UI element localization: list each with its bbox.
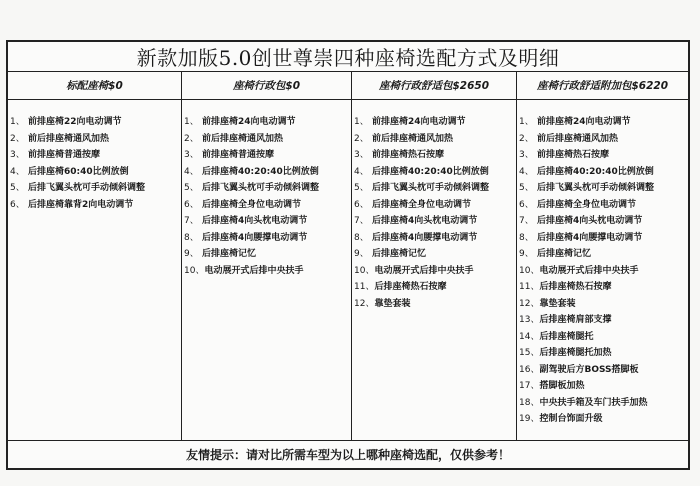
- item-number: 4、: [354, 166, 369, 177]
- list-item: [517, 395, 688, 412]
- item-text: 后排座椅全身位电动调节: [537, 199, 637, 210]
- item-text: 前排座椅22向电动调节: [28, 117, 122, 127]
- list-item: [352, 246, 516, 263]
- item-number: 19、: [519, 414, 540, 424]
- item-number: 6、: [354, 199, 369, 210]
- item-text: 前后排座椅通风加热: [537, 133, 619, 144]
- list-item: [517, 296, 688, 313]
- item-text: 后排座椅热石按摩: [374, 282, 447, 292]
- item-text: 前排座椅24向电动调节: [372, 117, 466, 127]
- list-item: [182, 246, 351, 263]
- item-text: 前后排座椅通风加热: [28, 133, 110, 144]
- table-title: 新款加版5.0创世尊崇四种座椅选配方式及明细: [8, 42, 688, 72]
- list-item: [517, 147, 688, 164]
- item-number: 2、: [519, 133, 534, 144]
- item-number: 3、: [354, 150, 369, 160]
- item-text: 前排座椅热石按摩: [372, 150, 445, 160]
- item-number: 16、: [519, 364, 540, 375]
- list-item: [352, 114, 516, 131]
- item-text: 后排座椅40:20:40比例放倒: [537, 166, 654, 177]
- item-text: 后排座椅60:40比例放倒: [28, 166, 129, 177]
- list-item: [352, 213, 516, 230]
- list-item: [517, 114, 688, 131]
- list-item: [517, 362, 688, 379]
- item-text: 副驾驶后方BOSS搭脚板: [539, 364, 639, 375]
- item-number: 1、: [354, 117, 369, 127]
- list-item: [182, 230, 351, 247]
- list-item: [352, 296, 516, 313]
- list-item: [517, 312, 688, 329]
- item-number: 6、: [184, 199, 199, 210]
- item-text: 后排座椅记忆: [537, 249, 592, 259]
- item-number: 6、: [519, 199, 534, 210]
- list-item: [517, 131, 688, 148]
- list-item: [352, 197, 516, 214]
- seat-options-table: [6, 40, 690, 470]
- item-text: 后排座椅4向腰撑电动调节: [202, 232, 308, 243]
- column-executive-pack: [182, 100, 352, 440]
- header-standard-seat: 标配座椅$0: [8, 72, 182, 99]
- list-item: [352, 180, 516, 197]
- item-number: 2、: [354, 133, 369, 144]
- item-number: 1、: [519, 117, 534, 127]
- item-text: 后排座椅4向头枕电动调节: [202, 216, 308, 226]
- footer-note: 友情提示：请对比所需车型为以上哪种座椅选配，仅供参考！: [185, 448, 510, 462]
- column-standard-seat: [8, 100, 182, 440]
- item-text: 搭脚板加热: [539, 381, 585, 391]
- list-item: [182, 147, 351, 164]
- item-text: 后排座椅40:20:40比例放倒: [372, 166, 489, 177]
- item-text: 中央扶手箱及车门扶手加热: [539, 397, 648, 408]
- item-text: 后排座椅4向头枕电动调节: [372, 216, 478, 226]
- item-number: 8、: [519, 232, 534, 243]
- item-number: 15、: [519, 348, 540, 358]
- item-number: 14、: [519, 331, 540, 342]
- item-text: 后排座椅4向头枕电动调节: [537, 216, 643, 226]
- list-item: [517, 263, 688, 280]
- item-number: 9、: [519, 249, 534, 259]
- item-text: 后排座椅靠背2向电动调节: [28, 199, 134, 210]
- item-number: 1、: [10, 117, 25, 127]
- item-text: 后排座椅4向腰撑电动调节: [372, 232, 478, 243]
- item-number: 12、: [354, 298, 375, 309]
- list-item: [517, 246, 688, 263]
- item-number: 4、: [10, 166, 25, 177]
- item-number: 4、: [184, 166, 199, 177]
- list-item: [8, 197, 181, 214]
- item-text: 后排座椅记忆: [202, 249, 257, 259]
- list-item: [182, 131, 351, 148]
- list-item: [352, 263, 516, 280]
- item-text: 前排座椅普通按摩: [202, 150, 275, 160]
- item-number: 11、: [519, 282, 540, 292]
- header-row: [8, 72, 688, 100]
- item-number: 11、: [354, 282, 375, 292]
- list-item: [517, 411, 688, 428]
- list-item: [517, 329, 688, 346]
- list-item: [517, 164, 688, 181]
- item-text: 电动展开式后排中央扶手: [539, 265, 639, 276]
- list-item: [8, 180, 181, 197]
- item-text: 后排飞翼头枕可手动倾斜调整: [202, 183, 320, 193]
- item-number: 5、: [10, 183, 25, 193]
- list-item: [182, 180, 351, 197]
- item-text: 前排座椅普通按摩: [28, 150, 101, 160]
- item-number: 9、: [354, 249, 369, 259]
- list-item: [8, 114, 181, 131]
- item-text: 电动展开式后排中央扶手: [204, 265, 304, 276]
- item-text: 前后排座椅通风加热: [372, 133, 454, 144]
- item-number: 18、: [519, 397, 540, 408]
- item-number: 13、: [519, 315, 540, 325]
- list-item: [182, 197, 351, 214]
- item-number: 7、: [354, 216, 369, 226]
- list-item: [182, 164, 351, 181]
- item-text: 后排座椅腿托加热: [539, 348, 612, 358]
- item-number: 8、: [184, 232, 199, 243]
- list-item: [352, 147, 516, 164]
- item-number: 4、: [519, 166, 534, 177]
- list-item: [517, 279, 688, 296]
- item-number: 1、: [184, 117, 199, 127]
- item-text: 前排座椅24向电动调节: [202, 117, 296, 127]
- item-number: 2、: [10, 133, 25, 144]
- list-item: [182, 213, 351, 230]
- list-item: [182, 263, 351, 280]
- item-text: 后排飞翼头枕可手动倾斜调整: [372, 183, 490, 193]
- list-item: [517, 345, 688, 362]
- header-executive-comfort-pack: 座椅行政舒适包$2650: [352, 72, 517, 99]
- item-text: 后排飞翼头枕可手动倾斜调整: [28, 183, 146, 193]
- column-executive-comfort-plus-pack: [517, 100, 688, 440]
- item-text: 控制台饰面升级: [539, 414, 603, 424]
- list-item: [517, 180, 688, 197]
- item-text: 后排座椅全身位电动调节: [202, 199, 302, 210]
- item-number: 3、: [10, 150, 25, 160]
- list-item: [517, 230, 688, 247]
- list-item: [352, 230, 516, 247]
- item-number: 3、: [184, 150, 199, 160]
- item-number: 6、: [10, 199, 25, 210]
- item-text: 前后排座椅通风加热: [202, 133, 284, 144]
- list-item: [517, 213, 688, 230]
- item-number: 10、: [184, 265, 205, 276]
- item-number: 8、: [354, 232, 369, 243]
- item-text: 电动展开式后排中央扶手: [374, 265, 474, 276]
- item-number: 17、: [519, 381, 540, 391]
- item-text: 后排座椅肩部支撑: [539, 315, 612, 325]
- item-text: 后排座椅记忆: [372, 249, 427, 259]
- list-item: [182, 114, 351, 131]
- item-number: 3、: [519, 150, 534, 160]
- list-item: [8, 164, 181, 181]
- item-number: 9、: [184, 249, 199, 259]
- item-text: 后排座椅热石按摩: [539, 282, 612, 292]
- item-number: 2、: [184, 133, 199, 144]
- item-text: 后排飞翼头枕可手动倾斜调整: [537, 183, 655, 193]
- header-executive-comfort-plus-pack: 座椅行政舒适附加包$6220: [536, 80, 669, 92]
- item-text: 后排座椅腿托: [539, 331, 594, 342]
- list-item: [8, 131, 181, 148]
- column-executive-comfort-pack: [352, 100, 517, 440]
- item-number: 5、: [519, 183, 534, 193]
- list-item: [352, 164, 516, 181]
- item-text: 靠垫套装: [539, 298, 576, 309]
- item-text: 前排座椅热石按摩: [537, 150, 610, 160]
- item-number: 7、: [519, 216, 534, 226]
- item-number: 5、: [354, 183, 369, 193]
- list-item: [517, 197, 688, 214]
- list-item: [352, 279, 516, 296]
- body-row: [8, 100, 688, 441]
- header-executive-pack: 座椅行政包$0: [182, 72, 352, 99]
- item-number: 5、: [184, 183, 199, 193]
- item-number: 10、: [354, 265, 375, 276]
- item-text: 后排座椅全身位电动调节: [372, 199, 472, 210]
- item-number: 7、: [184, 216, 199, 226]
- list-item: [352, 131, 516, 148]
- item-text: 靠垫套装: [374, 298, 411, 309]
- item-number: 10、: [519, 265, 540, 276]
- item-number: 12、: [519, 298, 540, 309]
- list-item: [517, 378, 688, 395]
- item-text: 后排座椅4向腰撑电动调节: [537, 232, 643, 243]
- item-text: 前排座椅24向电动调节: [537, 117, 631, 127]
- item-text: 后排座椅40:20:40比例放倒: [202, 166, 319, 177]
- list-item: [8, 147, 181, 164]
